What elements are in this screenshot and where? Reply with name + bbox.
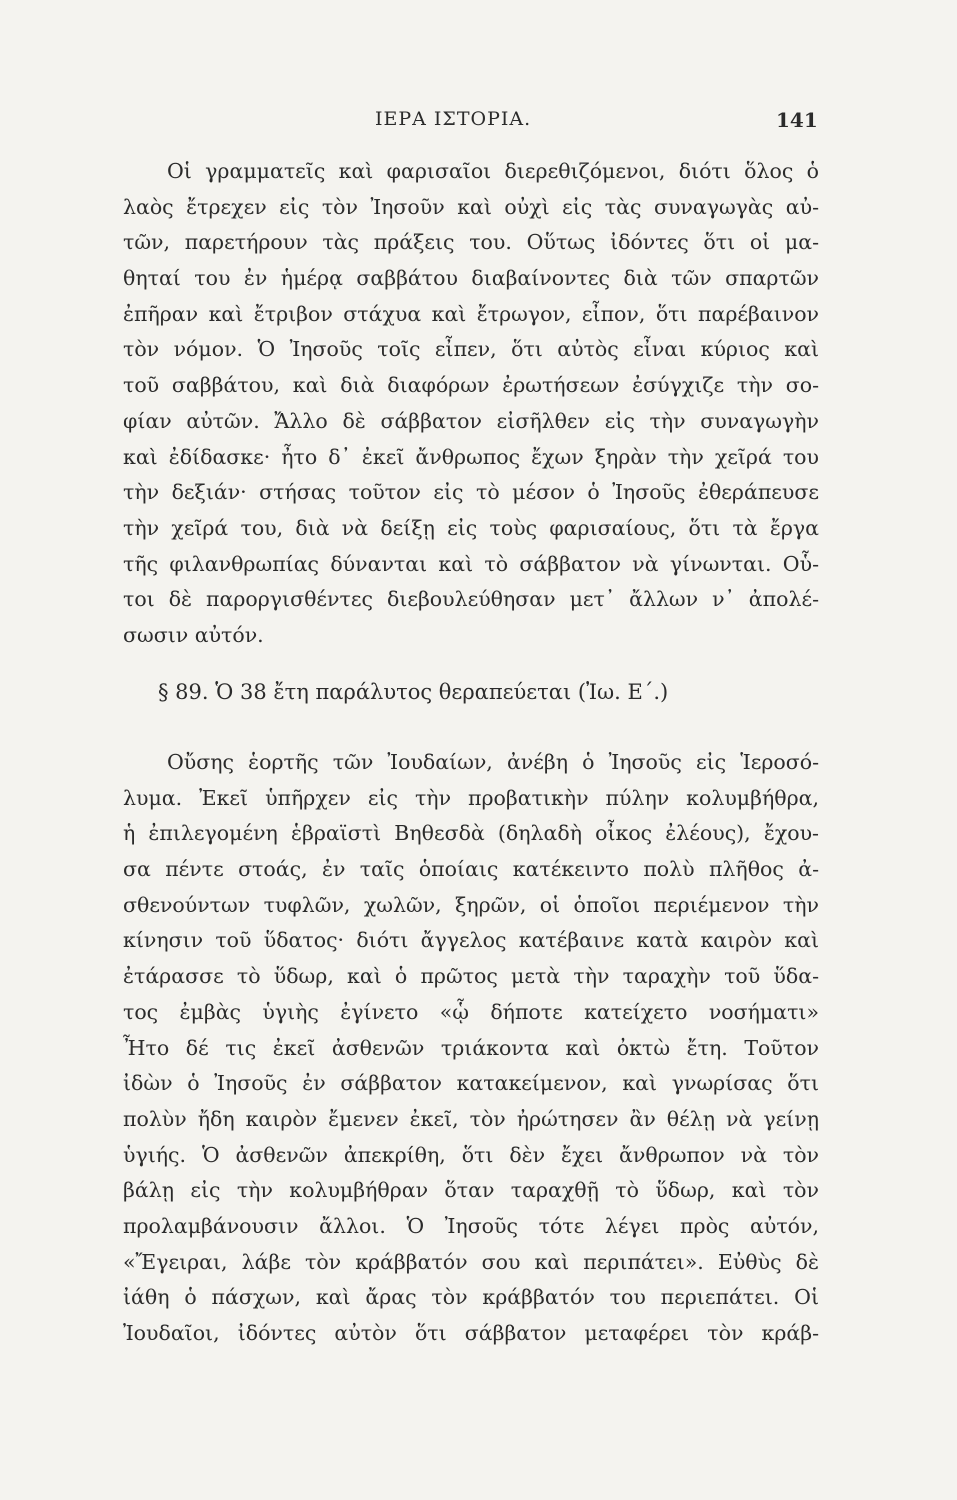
paragraph-2 — [123, 745, 819, 1352]
section-heading: § 89. Ὁ 38 ἔτη παράλυτος θεραπεύεται (Ἰω. Ε΄.) — [158, 680, 669, 704]
text-line: τῶν, παρετήρουν τὰς πράξεις του. Οὕτως ἰδόντες ὅτι οἱ μα- — [123, 230, 819, 255]
text-line: σθενούντων τυφλῶν, χωλῶν, ξηρῶν, οἱ ὁποῖοι περιέμενον τὴν — [123, 892, 819, 917]
text-line: ἡ ἐπιλεγομένη ἑβραϊστὶ Βηθεσδὰ (δηλαδὴ οἶκος ἐλέους), ἔχου- — [123, 821, 819, 846]
text-line: ἐτάρασσε τὸ ὕδωρ, καὶ ὁ πρῶτος μετὰ τὴν ταραχὴν τοῦ ὕδα- — [123, 964, 819, 989]
text-line: τὸν νόμον. Ὁ Ἰησοῦς τοῖς εἶπεν, ὅτι αὐτὸς εἶναι κύριος καὶ — [123, 337, 819, 362]
page-number: 141 — [776, 108, 818, 132]
text-line: τοῦ σαββάτου, καὶ διὰ διαφόρων ἐρωτήσεων ἐσύγχιζε τὴν σο- — [123, 373, 819, 398]
text-line: λυμα. Ἐκεῖ ὑπῆρχεν εἰς τὴν προβατικὴν πύλην κολυμβήθρα, — [123, 785, 819, 810]
text-line: φίαν αὐτῶν. Ἄλλο δὲ σάββατον εἰσῆλθεν εἰς τὴν συναγωγὴν — [123, 408, 819, 433]
text-line: τῆς φιλανθρωπίας δύνανται καὶ τὸ σάββατον νὰ γίνωνται. Οὗ- — [123, 551, 819, 576]
text-line: πολὺν ἤδη καιρὸν ἔμενεν ἐκεῖ, τὸν ἠρώτησεν ἂν θέλῃ νὰ γείνῃ — [123, 1106, 819, 1131]
page-header — [0, 108, 957, 138]
text-line: Ἦτο δέ τις ἐκεῖ ἀσθενῶν τριάκοντα καὶ ὀκτὼ ἔτη. Τοῦτον — [123, 1035, 819, 1060]
text-line: Οὔσης ἑορτῆς τῶν Ἰουδαίων, ἀνέβη ὁ Ἰησοῦς εἰς Ἱεροσό- — [167, 750, 819, 774]
text-line: Ἰουδαῖοι, ἰδόντες αὐτὸν ὅτι σάββατον μεταφέρει τὸν κράβ- — [123, 1321, 819, 1345]
text-line: ἰάθη ὁ πάσχων, καὶ ἄρας τὸν κράββατόν του περιεπάτει. Οἱ — [123, 1285, 819, 1310]
text-line: ἐπῆραν καὶ ἔτριβον στάχυα καὶ ἔτρωγον, εἶπον, ὅτι παρέβαινον — [123, 301, 819, 326]
text-line: λαὸς ἔτρεχεν εἰς τὸν Ἰησοῦν καὶ οὐχὶ εἰς τὰς συναγωγὰς αὐ- — [123, 194, 819, 219]
text-line: προλαμβάνουσιν ἄλλοι. Ὁ Ἰησοῦς τότε λέγει πρὸς αὐτόν, — [123, 1213, 819, 1238]
paragraph-1 — [123, 154, 819, 654]
text-line: θηταί του ἐν ἡμέρᾳ σαββάτου διαβαίνοντες διὰ τῶν σπαρτῶν — [123, 266, 819, 291]
text-line: σα πέντε στοάς, ἐν ταῖς ὁποίαις κατέκειντο πολὺ πλῆθος ἀ- — [123, 857, 819, 882]
text-line: κίνησιν τοῦ ὕδατος· διότι ἄγγελος κατέβαινε κατὰ καιρὸν καὶ — [123, 928, 819, 953]
running-title: ΙΕΡΑ ΙΣΤΟΡΙΑ. — [375, 108, 532, 130]
text-line: Οἱ γραμματεῖς καὶ φαρισαῖοι διερεθιζόμενοι, διότι ὅλος ὁ — [167, 159, 819, 183]
text-line: καὶ ἐδίδασκε· ἦτο δ᾽ ἐκεῖ ἄνθρωπος ἔχων ξηρὰν τὴν χεῖρά του — [123, 444, 819, 469]
text-line: ἰδὼν ὁ Ἰησοῦς ἐν σάββατον κατακείμενον, καὶ γνωρίσας ὅτι — [123, 1071, 819, 1096]
text-line: ὑγιής. Ὁ ἀσθενῶν ἀπεκρίθη, ὅτι δὲν ἔχει ἄνθρωπον νὰ τὸν — [123, 1142, 819, 1167]
text-line: βάλῃ εἰς τὴν κολυμβήθραν ὅταν ταραχθῇ τὸ ὕδωρ, καὶ τὸν — [123, 1178, 819, 1203]
text-line: τὴν χεῖρά του, διὰ νὰ δείξῃ εἰς τοὺς φαρισαίους, ὅτι τὰ ἔργα — [123, 515, 819, 540]
text-line: «Ἔγειραι, λάβε τὸν κράββατόν σου καὶ περιπάτει». Εὐθὺς δὲ — [123, 1249, 819, 1274]
text-line: τὴν δεξιάν· στήσας τοῦτον εἰς τὸ μέσον ὁ Ἰησοῦς ἐθεράπευσε — [123, 480, 819, 505]
text-line: τος ἐμβὰς ὑγιὴς ἐγίνετο «ᾧ δήποτε κατείχετο νοσήματι» — [123, 999, 819, 1024]
text-line: σωσιν αὐτόν. — [123, 622, 264, 647]
text-line: τοι δὲ παροργισθέντες διεβουλεύθησαν μετ᾽ ἄλλων ν᾽ ἀπολέ- — [123, 587, 819, 612]
